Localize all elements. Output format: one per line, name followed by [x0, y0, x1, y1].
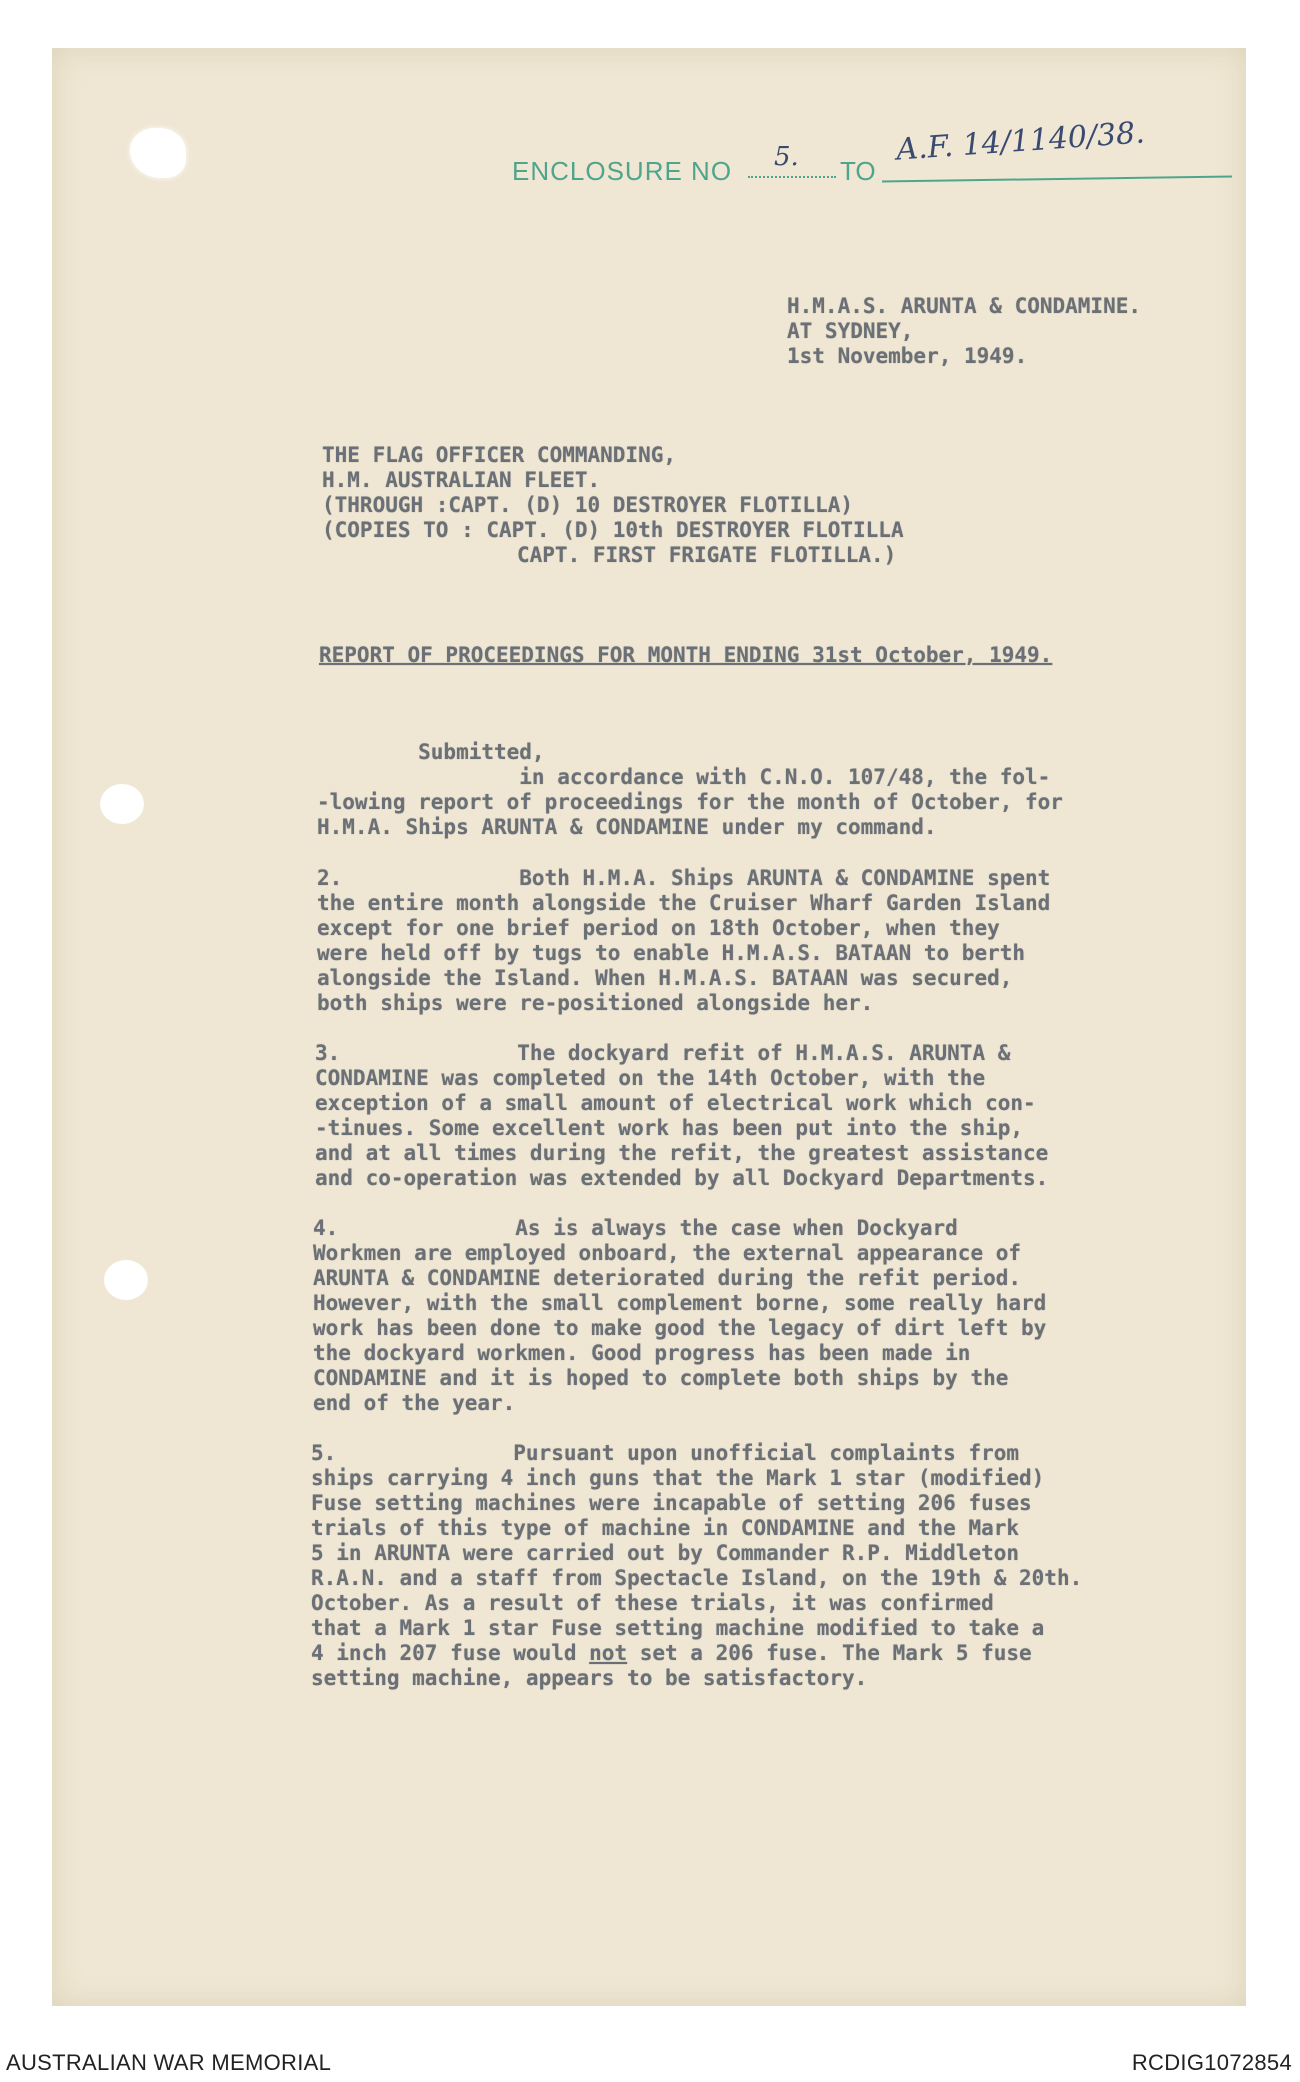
- paragraph-5-emphasis: not: [589, 1641, 628, 1665]
- paragraph-5: [311, 1441, 1082, 1691]
- report-subject: REPORT OF PROCEEDINGS FOR MONTH ENDING 31st October, 1949.: [319, 643, 1053, 667]
- letterhead: [787, 294, 1141, 369]
- paragraph-3: 3. The dockyard refit of H.M.A.S. ARUNTA & CONDAMINE was completed on the 14th October, with the exception of a small amount of electrical work which con- -tinues. Some excellent work has been put into the ship, and at all times during the refit, the greatest assistance and co-operation was extended by all Dockyard Departments.: [315, 1041, 1049, 1190]
- paragraph-2: 2. Both H.M.A. Ships ARUNTA & CONDAMINE spent the entire month alongside the Cruiser Wharf Garden Island except for one brief period on 18th October, when they were held off by tugs to enable H.M.A.S. BATAAN to berth alongside the Island. When H.M.A.S. BATAAN was secured, both ships were re-positioned alongside her.: [317, 866, 1051, 1015]
- letterhead-ship-names: H.M.A.S. ARUNTA & CONDAMINE.: [787, 294, 1142, 318]
- paragraph-5-text-end: set a 206 fuse. The Mark 5 fuse setting machine, appears to be satisfactory.: [311, 1641, 1032, 1690]
- addressee-line-2: H.M. AUSTRALIAN FLEET.: [322, 468, 601, 492]
- addressee-line-1: THE FLAG OFFICER COMMANDING,: [322, 443, 677, 467]
- addressee-line-3: (THROUGH :CAPT. (D) 10 DESTROYER FLOTILLA): [322, 493, 854, 517]
- letter-date: 1st November, 1949.: [787, 344, 1028, 368]
- letterhead-location: AT SYDNEY,: [787, 319, 914, 343]
- to-label: TO: [840, 156, 876, 186]
- enclosure-label: ENCLOSURE NO: [512, 156, 733, 186]
- addressee-block: [322, 443, 904, 568]
- addressee-line-5: CAPT. FIRST FRIGATE FLOTILLA.): [517, 543, 897, 567]
- stamp-underline: [882, 176, 1232, 183]
- footer-archive-name: AUSTRALIAN WAR MEMORIAL: [6, 2050, 332, 2075]
- file-reference: A.F. 14/1140/38.: [895, 115, 1146, 168]
- enclosure-number: 5.: [774, 142, 799, 172]
- paragraph-1: Submitted, in accordance with C.N.O. 107/48, the fol- -lowing report of proceedings for the month of October, for H.M.A. Ships ARUNTA & CONDAMINE under my command.: [317, 740, 1063, 839]
- enclosure-dots: [748, 176, 836, 178]
- punch-hole-bottom: [104, 1260, 148, 1300]
- paragraph-5-text: 5. Pursuant upon unofficial complaints from ships carrying 4 inch guns that the Mark 1 star (modified) Fuse setting machines were incapable of setting 206 fuses trials of this type of machine in CONDAMINE and the Mark 5 in ARUNTA were carried out by Commander R.P. Middleton R.A.N. and a staff from Spectacle Island, on the 19th & 20th. October. As a result of these trials, it was confirmed that a Mark 1 star Fuse setting machine modified to take a 4 inch 207 fuse would: [311, 1441, 1083, 1665]
- punch-hole-top: [100, 784, 144, 824]
- enclosure-stamp: [512, 115, 1232, 202]
- paragraph-4: 4. As is always the case when Dockyard Workmen are employed onboard, the external appearance of ARUNTA & CONDAMINE deteriorated during the refit period. However, with the small complement borne, some really hard work has been done to make good the legacy of dirt left by the dockyard workmen. Good progress has been made in CONDAMINE and it is hoped to complete both ships by the end of the year.: [313, 1216, 1047, 1415]
- footer-document-id: RCDIG1072854: [1131, 2050, 1292, 2075]
- paper-tear: [130, 128, 186, 178]
- addressee-line-4: (COPIES TO : CAPT. (D) 10th DESTROYER FLOTILLA: [322, 518, 904, 542]
